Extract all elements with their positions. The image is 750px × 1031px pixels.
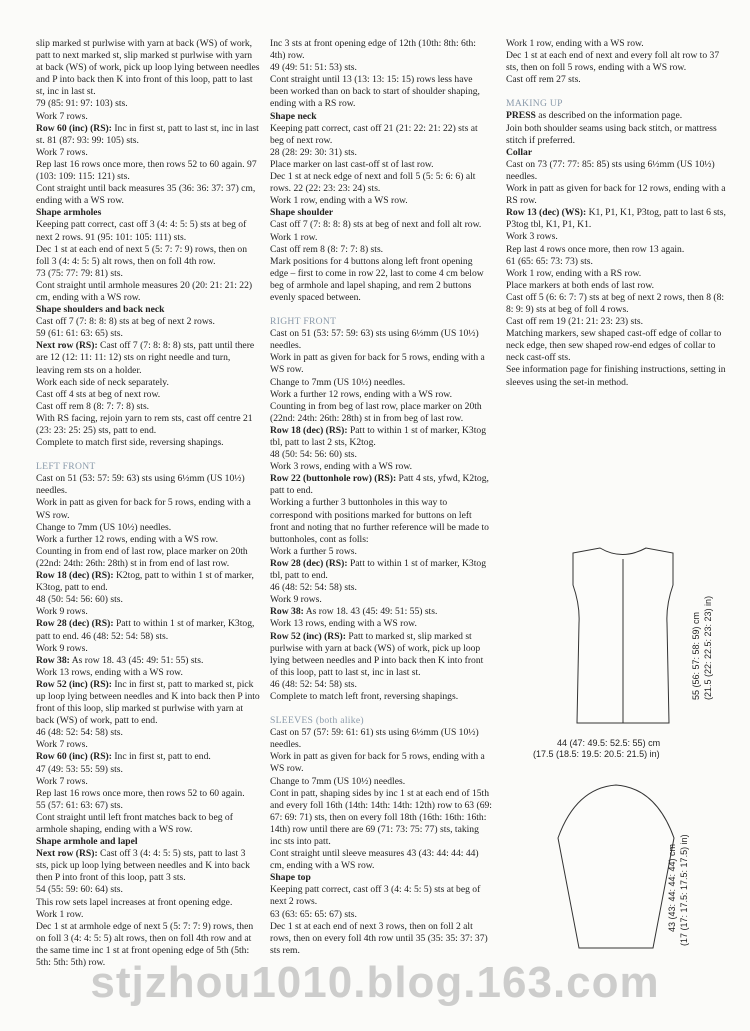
row-label: Row 52 (inc) (RS): xyxy=(36,678,112,690)
instruction-paragraph xyxy=(506,207,728,231)
instruction-paragraph xyxy=(36,643,260,655)
instruction-paragraph xyxy=(270,256,492,304)
instruction-paragraph xyxy=(270,546,492,558)
instruction-text: Complete to match first side, reversing shapings. xyxy=(36,437,224,449)
instruction-paragraph xyxy=(36,473,260,497)
instruction-text: Inc in first st, patt to marked st, pick up loop lying between needles and K into back then P into front of this loop, slip marked st purlwise with yarn at back (WS) of work, patt to end. xyxy=(36,678,260,727)
instruction-paragraph xyxy=(270,74,492,110)
instruction-text: Keeping patt correct, cast off 21 (21: 22: 21: 22) sts at beg of next row. xyxy=(270,122,478,146)
instruction-paragraph xyxy=(36,739,260,751)
body-length-inch-label: (21.5 (22: 22.5: 23: 23) in) xyxy=(703,595,713,700)
instruction-text: Work in patt as given for back for 12 rows, ending with a RS row. xyxy=(506,183,726,207)
section-heading-text: MAKING UP xyxy=(506,98,563,110)
instruction-text: Cast off 3 (4: 4: 5: 5) sts, patt to last 3 sts, pick up loop lying between needles and K into back then P into front of this loop, patt 3 sts. xyxy=(36,848,250,884)
instruction-text: Cast on 57 (57: 59: 61: 61) sts using 6½mm (US 10½) needles. xyxy=(270,727,479,751)
instruction-text: 46 (48: 52: 54: 58) sts. xyxy=(270,582,357,594)
row-label: Next row (RS): xyxy=(36,848,98,860)
instruction-paragraph xyxy=(36,884,260,896)
subheading-text: Shape shoulders and back neck xyxy=(36,304,165,316)
instruction-paragraph xyxy=(270,691,492,703)
row-label: Row 13 (dec) (WS): xyxy=(506,207,587,219)
column-3 xyxy=(506,38,728,389)
instruction-text: Dec 1 st at each end of next and every foll alt row to 37 sts, then on foll 5 rows, ending with a WS row. xyxy=(506,50,720,74)
instruction-paragraph xyxy=(36,159,260,183)
instruction-paragraph xyxy=(36,618,260,642)
instruction-text: See information page for finishing instructions, setting in sleeves using the set-in method. xyxy=(506,364,726,388)
instruction-text: Cont straight until 13 (13: 13: 15: 15) rows less have been worked than on back to start of shoulder shaping, ending with a RS row. xyxy=(270,74,480,110)
subheading-text: Shape top xyxy=(270,872,311,884)
instruction-paragraph xyxy=(36,812,260,836)
instruction-paragraph xyxy=(270,727,492,751)
instruction-paragraph xyxy=(36,377,260,389)
column-2 xyxy=(270,38,492,957)
instruction-paragraph xyxy=(36,413,260,437)
instruction-paragraph xyxy=(270,38,492,62)
instruction-text: Counting in from end of last row, place marker on 20th (22nd: 24th: 26th: 28th) st in from end of last row. xyxy=(36,545,248,569)
instruction-text: 28 (28: 29: 30: 31) sts. xyxy=(270,146,357,158)
instruction-text: Work 9 rows. xyxy=(36,606,88,618)
instruction-text: Place marker on last cast-off st of last row. xyxy=(270,158,434,170)
instruction-text: Work in patt as given for back for 5 rows, ending with a WS row. xyxy=(36,497,251,521)
instruction-text: Patt to within 1 st of marker, K3tog tbl, patt to last 2 sts, K2tog. xyxy=(270,424,486,448)
instruction-text: Work in patt as given for back for 5 rows, ending with a WS row. xyxy=(270,751,485,775)
instruction-text: Patt to within 1 st of marker, K3tog, patt to end. 46 (48: 52: 54: 58) sts. xyxy=(36,618,255,642)
subheading-text: Shape neck xyxy=(270,110,317,122)
instruction-text: Keeping patt correct, cast off 3 (4: 4: 5: 5) sts at beg of next 2 rows. xyxy=(270,884,481,908)
instruction-paragraph xyxy=(506,316,728,328)
instruction-text: 59 (61: 61: 63: 65) sts. xyxy=(36,328,123,340)
instruction-text: Work 1 row. xyxy=(36,908,84,920)
instruction-paragraph xyxy=(270,328,492,352)
instruction-text: Cast off rem 27 sts. xyxy=(506,74,581,86)
instruction-paragraph xyxy=(36,183,260,207)
instruction-text: slip marked st purlwise with yarn at back (WS) of work, patt to next marked st, slip marked st purlwise with yarn at back (WS) of work, pick up loop lying between needles and P into back then K into front of this loop, patt to last st, inc in last st. xyxy=(36,38,260,98)
instruction-paragraph xyxy=(270,147,492,159)
subheading xyxy=(270,872,492,884)
instruction-text: Cast off 7 (7: 8: 8: 8) sts at beg of next and foll alt row. xyxy=(270,219,482,231)
subheading xyxy=(270,207,492,219)
subheading-text: Shape shoulder xyxy=(270,207,334,219)
section-heading xyxy=(36,461,260,473)
instruction-paragraph xyxy=(270,389,492,401)
row-label: Row 38: xyxy=(36,654,70,666)
row-label: Row 60 (inc) (RS): xyxy=(36,122,112,134)
instruction-text: Patt to marked st, slip marked st purlwise with yarn at back (WS) of work, pick up loop lying between needles and P into back then K into front of this loop, patt to last st, inc in last st. xyxy=(270,630,484,678)
instruction-paragraph xyxy=(506,364,728,388)
instruction-paragraph xyxy=(270,848,492,872)
instruction-text: Cont straight until left front matches back to beg of armhole shaping, ending with a WS row. xyxy=(36,811,233,835)
instruction-text: Inc in first st, patt to last st, inc in last st. 81 (87: 93: 99: 105) sts. xyxy=(36,122,259,146)
instruction-paragraph xyxy=(36,909,260,921)
instruction-paragraph xyxy=(36,522,260,534)
instruction-paragraph xyxy=(270,449,492,461)
row-label: Row 18 (dec) (RS): xyxy=(36,570,114,582)
instruction-text: 46 (48: 52: 54: 58) sts. xyxy=(36,727,123,739)
instruction-text: 73 (75: 77: 79: 81) sts. xyxy=(36,267,123,279)
column-1 xyxy=(36,38,260,969)
instruction-text: Cast off rem 8 (8: 7: 7: 8) sts. xyxy=(36,400,150,412)
instruction-text: Cast on 73 (77: 77: 85: 85) sts using 6½mm (US 10½) needles. xyxy=(506,158,715,182)
instruction-paragraph xyxy=(36,244,260,268)
instruction-text: as described on the information page. xyxy=(535,110,683,122)
instruction-text: Work 7 rows. xyxy=(36,739,88,751)
sleeve-length-label: 43 (43: 44: 44: 44) cm xyxy=(667,843,677,932)
instruction-text: Change to 7mm (US 10½) needles. xyxy=(270,775,406,787)
instruction-text: Work 7 rows. xyxy=(36,775,88,787)
section-heading xyxy=(270,715,492,727)
instruction-paragraph xyxy=(270,909,492,921)
instruction-text: Inc 3 sts at front opening edge of 12th (10th: 8th: 6th: 4th) row. xyxy=(270,38,476,62)
instruction-text: Work 7 rows. xyxy=(36,146,88,158)
instruction-text: Change to 7mm (US 10½) needles. xyxy=(36,521,172,533)
instruction-text: 47 (49: 53: 55: 59) sts. xyxy=(36,763,123,775)
instruction-paragraph xyxy=(506,183,728,207)
instruction-paragraph xyxy=(36,788,260,800)
instruction-paragraph xyxy=(36,340,260,376)
instruction-text: 48 (50: 54: 56: 60) sts. xyxy=(36,594,123,606)
instruction-text: Cast off 7 (7: 8: 8: 8) sts at beg of next 2 rows. xyxy=(36,316,215,328)
instruction-text: Cont straight until sleeve measures 43 (43: 44: 44: 44) cm, ending with a WS row. xyxy=(270,848,479,872)
instruction-text: Place markers at both ends of last row. xyxy=(506,279,655,291)
body-width-inch-label: (17.5 (18.5: 19.5: 20.5: 21.5) in) xyxy=(533,749,660,759)
subheading-text: Collar xyxy=(506,146,533,158)
instruction-paragraph xyxy=(270,606,492,618)
instruction-paragraph xyxy=(36,594,260,606)
section-heading xyxy=(506,98,728,110)
instruction-text: 55 (57: 61: 63: 67) sts. xyxy=(36,799,123,811)
subheading-text: Shape armholes xyxy=(36,207,102,219)
instruction-paragraph xyxy=(270,618,492,630)
instruction-text: Work a further 12 rows, ending with a WS row. xyxy=(36,533,219,545)
instruction-text: With RS facing, rejoin yarn to rem sts, cast off centre 21 (23: 23: 25: 25) sts, patt to end. xyxy=(36,412,253,436)
instruction-paragraph xyxy=(506,328,728,364)
body-length-label: 55 (56: 57: 58: 59) cm xyxy=(691,611,701,700)
instruction-paragraph xyxy=(270,679,492,691)
instruction-paragraph xyxy=(36,667,260,679)
instruction-paragraph xyxy=(506,231,728,243)
sleeve-length-inch-label: (17 (17: 17.5: 17.5: 17.5) in) xyxy=(679,834,689,946)
instruction-paragraph xyxy=(36,534,260,546)
instruction-paragraph xyxy=(506,268,728,280)
instruction-text: Cont straight until back measures 35 (36: 36: 37: 37) cm, ending with a WS row. xyxy=(36,183,256,207)
instruction-text: Working a further 3 buttonholes in this way to correspond with positions marked for buttons on left front and noting that no further reference will be made to buttonholes, cont as folls: xyxy=(270,497,489,545)
instruction-text: Work 9 rows. xyxy=(36,642,88,654)
row-label: Row 38: xyxy=(270,606,304,618)
instruction-text: This row sets lapel increases at front opening edge. xyxy=(36,896,233,908)
instruction-paragraph xyxy=(270,558,492,582)
instruction-text: Work 13 rows, ending with a WS row. xyxy=(36,666,183,678)
instruction-text: Patt 4 sts, yfwd, K2tog, patt to end. xyxy=(270,473,489,497)
row-label: Row 22 (buttonhole row) (RS): xyxy=(270,473,397,485)
instruction-text: Work each side of neck separately. xyxy=(36,376,169,388)
instruction-text: Cast off 4 sts at beg of next row. xyxy=(36,388,161,400)
instruction-paragraph xyxy=(506,292,728,316)
instruction-text: Work 1 row, ending with a WS row. xyxy=(506,38,644,49)
instruction-paragraph xyxy=(270,631,492,679)
instruction-text: Cast off rem 8 (8: 7: 7: 8) sts. xyxy=(270,243,384,255)
instruction-paragraph xyxy=(270,461,492,473)
instruction-paragraph xyxy=(270,244,492,256)
instruction-paragraph xyxy=(36,268,260,280)
instruction-text: 79 (85: 91: 97: 103) sts. xyxy=(36,98,128,110)
instruction-paragraph xyxy=(36,147,260,159)
instruction-paragraph xyxy=(506,38,728,50)
instruction-paragraph xyxy=(270,377,492,389)
row-label: Row 28 (dec) (RS): xyxy=(36,618,114,630)
instruction-text: 54 (55: 59: 60: 64) sts. xyxy=(36,884,123,896)
row-label: Row 28 (dec) (RS): xyxy=(270,557,348,569)
instruction-text: Cast off 5 (6: 6: 7: 7) sts at beg of next 2 rows, then 8 (8: 8: 9: 9) sts at beg of foll 4 rows. xyxy=(506,291,725,315)
instruction-text: Cont straight until armhole measures 20 (20: 21: 21: 22) cm, ending with a WS row. xyxy=(36,279,253,303)
instruction-paragraph xyxy=(506,74,728,86)
instruction-text: Rep last 16 rows once more, then rows 52 to 60 again. xyxy=(36,787,245,799)
instruction-text: 63 (63: 65: 65: 67) sts. xyxy=(270,908,357,920)
instruction-paragraph xyxy=(36,727,260,739)
instruction-paragraph xyxy=(270,352,492,376)
instruction-text: Work 13 rows, ending with a WS row. xyxy=(270,618,417,630)
instruction-text: Keeping patt correct, cast off 3 (4: 4: 5: 5) sts at beg of next 2 rows. 91 (95: 101: 105: 111) sts. xyxy=(36,219,247,243)
instruction-paragraph xyxy=(36,897,260,909)
body-schematic xyxy=(556,545,690,735)
instruction-paragraph xyxy=(36,655,260,667)
instruction-paragraph xyxy=(270,62,492,74)
instruction-paragraph xyxy=(506,123,728,147)
instruction-paragraph xyxy=(270,594,492,606)
instruction-text: Dec 1 st at each end of next 5 (5: 7: 7: 9) rows, then on foll 3 (4: 4: 5: 5) alt rows, then on foll 4th row. xyxy=(36,243,248,267)
instruction-paragraph xyxy=(506,256,728,268)
instruction-paragraph xyxy=(36,123,260,147)
instruction-text: Work 9 rows. xyxy=(270,594,322,606)
instruction-text: As row 18. 43 (45: 49: 51: 55) sts. xyxy=(303,606,438,618)
instruction-paragraph xyxy=(36,776,260,788)
instruction-paragraph xyxy=(506,280,728,292)
instruction-paragraph xyxy=(506,244,728,256)
section-heading-text: LEFT FRONT xyxy=(36,461,96,473)
instruction-text: Counting in from beg of last row, place marker on 20th (22nd: 24th: 26th: 28th) st in from beg of last row. xyxy=(270,400,482,424)
instruction-text: Work 3 rows, ending with a WS row. xyxy=(270,461,413,473)
instruction-paragraph xyxy=(36,848,260,884)
instruction-text: Dec 1 st at armhole edge of next 5 (5: 7: 7: 9) rows, then on foll 3 (4: 4: 5: 5) alt rows, then on foll 4th row and at the same time inc 1 st at front opening edge of 5th (5th: 5th: 5th: 5th) row. xyxy=(36,920,254,969)
instruction-paragraph xyxy=(36,38,260,98)
instruction-text: Dec 1 st at neck edge of next and foll 5 (5: 5: 6: 6) alt rows. 22 (22: 23: 23: 24) sts. xyxy=(270,171,476,195)
watermark: stjzhou1010.blog.163.com xyxy=(90,958,660,1007)
instruction-paragraph xyxy=(506,110,728,122)
instruction-paragraph xyxy=(270,921,492,957)
instruction-paragraph xyxy=(270,401,492,425)
instruction-paragraph xyxy=(36,751,260,763)
instruction-text: Dec 1 st at each end of next 3 rows, then on foll 2 alt rows, then on every foll 4th row until 35 (35: 35: 37: 37) sts rem. xyxy=(270,920,488,956)
instruction-text: Matching markers, sew shaped cast-off edge of collar to neck edge, then sew shaped row-end edges of collar to neck cast-off sts. xyxy=(506,328,722,364)
instruction-text: Rep last 16 rows once more, then rows 52 to 60 again. 97 (103: 109: 115: 121) sts. xyxy=(36,158,257,183)
instruction-paragraph xyxy=(36,679,260,727)
instruction-text: 48 (50: 54: 56: 60) sts. xyxy=(270,449,357,461)
body-width-label: 44 (47: 49.5: 52.5: 55) cm xyxy=(557,738,661,748)
instruction-text: 49 (49: 51: 51: 53) sts. xyxy=(270,62,357,74)
instruction-paragraph xyxy=(36,389,260,401)
instruction-paragraph xyxy=(270,232,492,244)
subheading xyxy=(36,207,260,219)
instruction-paragraph xyxy=(36,764,260,776)
instruction-text: Rep last 4 rows once more, then row 13 again. xyxy=(506,243,685,255)
instruction-text: Work 1 row, ending with a RS row. xyxy=(506,267,642,279)
instruction-paragraph xyxy=(36,437,260,449)
subheading xyxy=(506,147,728,159)
instruction-text: K1, P1, K1, P3tog, patt to last 6 sts, P3tog tbl, K1, P1, K1. xyxy=(506,207,726,231)
instruction-text: Inc in first st, patt to end. xyxy=(111,751,211,763)
instruction-paragraph xyxy=(506,159,728,183)
row-label: Row 18 (dec) (RS): xyxy=(270,424,348,436)
instruction-text: Complete to match left front, reversing shapings. xyxy=(270,690,459,702)
instruction-text: Work 3 rows. xyxy=(506,231,558,243)
instruction-paragraph xyxy=(270,788,492,848)
instruction-text: 46 (48: 52: 54: 58) sts. xyxy=(270,678,357,690)
section-heading xyxy=(270,316,492,328)
instruction-text: Cast on 51 (53: 57: 59: 63) sts using 6½mm (US 10½) needles. xyxy=(270,328,479,352)
row-label: PRESS xyxy=(506,110,536,122)
instruction-text: Work 1 row, ending with a WS row. xyxy=(270,195,408,207)
instruction-text: 61 (65: 65: 73: 73) sts. xyxy=(506,255,593,267)
instruction-paragraph xyxy=(36,606,260,618)
instruction-paragraph xyxy=(506,50,728,74)
section-heading-text: RIGHT FRONT xyxy=(270,316,337,328)
instruction-text: Cast off rem 19 (21: 21: 23: 23) sts. xyxy=(506,316,644,328)
instruction-paragraph xyxy=(36,328,260,340)
instruction-paragraph xyxy=(270,884,492,908)
sleeve-schematic xyxy=(556,780,676,950)
instruction-text: Work 1 row. xyxy=(270,231,318,243)
instruction-paragraph xyxy=(36,219,260,243)
instruction-text: Work in patt as given for back for 5 rows, ending with a WS row. xyxy=(270,352,485,376)
instruction-paragraph xyxy=(36,280,260,304)
instruction-paragraph xyxy=(36,546,260,570)
instruction-text: Work a further 12 rows, ending with a WS row. xyxy=(270,388,453,400)
instruction-paragraph xyxy=(36,316,260,328)
instruction-paragraph xyxy=(270,171,492,195)
instruction-text: Cast on 51 (53: 57: 59: 63) sts using 6½mm (US 10½) needles. xyxy=(36,473,245,497)
instruction-paragraph xyxy=(270,776,492,788)
instruction-text: As row 18. 43 (45: 49: 51: 55) sts. xyxy=(69,654,204,666)
instruction-text: K2tog, patt to within 1 st of marker, K3tog, patt to end. xyxy=(36,570,254,594)
subheading xyxy=(36,304,260,316)
instruction-paragraph xyxy=(270,473,492,497)
instruction-paragraph xyxy=(270,751,492,775)
instruction-text: Cont in patt, shaping sides by inc 1 st at each end of 15th and every foll 16th (14th: 14th: 14th: 12th) row to 63 (69: 67: 69: 71) sts, then on every foll 18th (16th: 16th: 16th: 14th) row until there are 69 (71: 73: 75: 77) sts, taking inc sts into patt. xyxy=(270,787,492,847)
instruction-paragraph xyxy=(270,123,492,147)
row-label: Row 60 (inc) (RS): xyxy=(36,751,112,763)
instruction-text: Work a further 5 rows. xyxy=(270,545,357,557)
instruction-paragraph xyxy=(36,401,260,413)
instruction-text: Change to 7mm (US 10½) needles. xyxy=(270,376,406,388)
instruction-text: Join both shoulder seams using back stitch, or mattress stitch if preferred. xyxy=(506,122,717,146)
row-label: Row 52 (inc) (RS): xyxy=(270,630,346,642)
instruction-paragraph xyxy=(36,570,260,594)
section-heading-text: SLEEVES (both alike) xyxy=(270,715,364,727)
instruction-paragraph xyxy=(270,195,492,207)
instruction-paragraph xyxy=(270,582,492,594)
instruction-paragraph xyxy=(36,800,260,812)
instruction-paragraph xyxy=(270,219,492,231)
instruction-paragraph xyxy=(36,497,260,521)
instruction-text: Patt to within 1 st of marker, K3tog tbl, patt to end. xyxy=(270,557,486,582)
instruction-text: Cast off 7 (7: 8: 8: 8) sts, patt until there are 12 (12: 11: 11: 12) sts on right needle and turn, leaving rem sts on a holder. xyxy=(36,340,255,376)
subheading xyxy=(270,111,492,123)
instruction-paragraph xyxy=(270,159,492,171)
subheading xyxy=(36,836,260,848)
instruction-paragraph xyxy=(36,111,260,123)
row-label: Next row (RS): xyxy=(36,340,98,352)
instruction-paragraph xyxy=(270,497,492,545)
subheading-text: Shape armhole and lapel xyxy=(36,836,138,848)
instruction-text: Mark positions for 4 buttons along left front opening edge – first to come in row 22, last to come 4 cm below beg of armhole and lapel shaping, and rem 2 buttons evenly spaced between. xyxy=(270,255,484,303)
instruction-text: Work 7 rows. xyxy=(36,110,88,122)
instruction-paragraph xyxy=(36,98,260,110)
instruction-paragraph xyxy=(270,425,492,449)
